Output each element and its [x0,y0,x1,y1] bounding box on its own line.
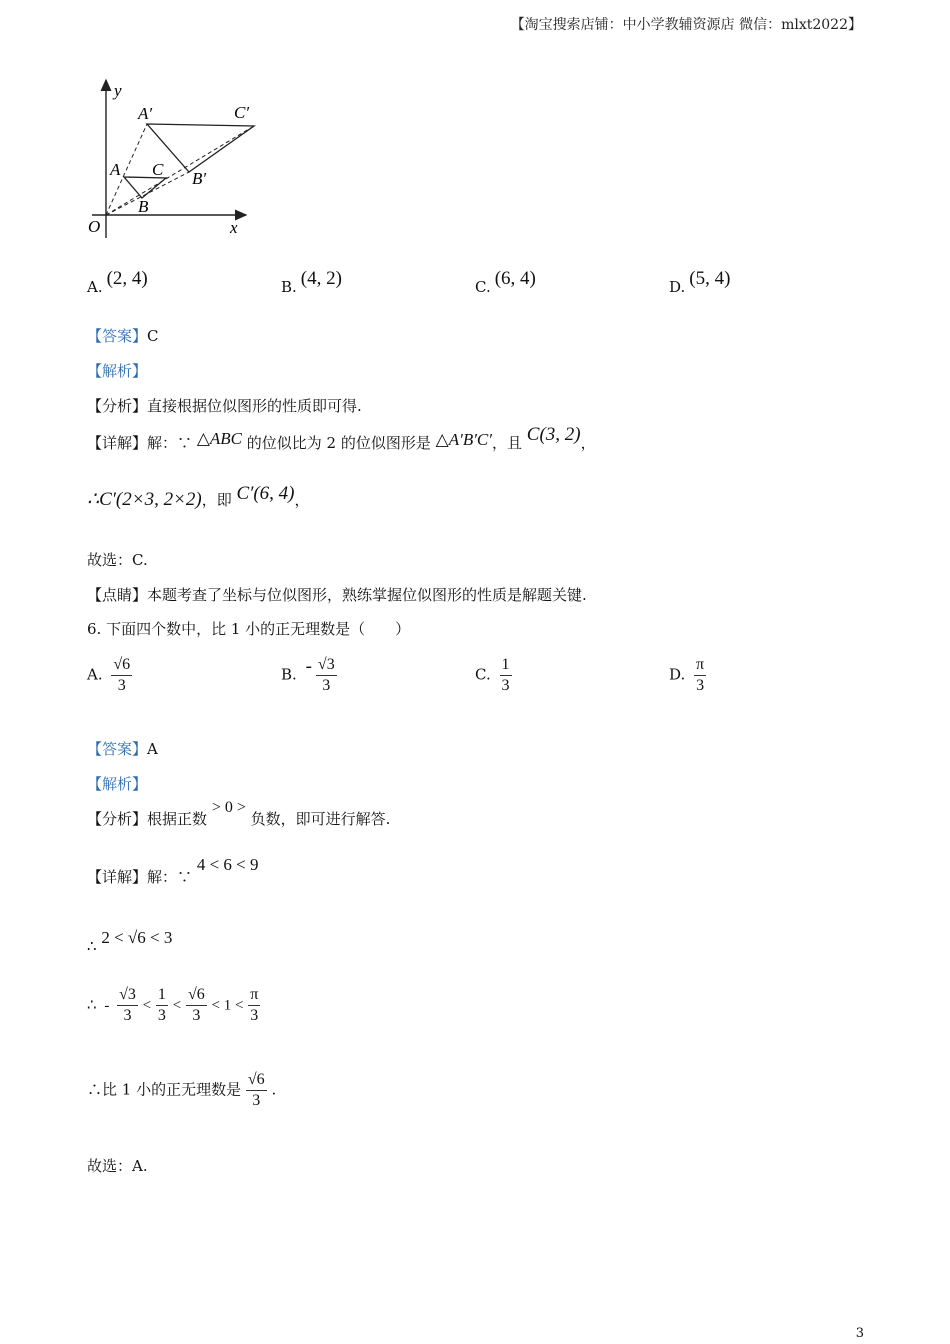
label-b: B [138,197,149,216]
q6-detail: 【详解】解：∵ 4 < 6 < 9 [87,855,259,886]
q5-option-d: D. (5, 4) [669,268,731,296]
q6-stem: 6. 下面四个数中，比 1 小的正无理数是（ ） [87,620,411,638]
q5-comment: 【点睛】本题考查了坐标与位似图形，熟练掌握位似图形的性质是解题关键. [87,586,587,604]
q5-fenxi: 【分析】直接根据位似图形的性质即可得. [87,397,362,415]
ray-oc1 [106,126,254,215]
label-y: y [114,81,122,100]
label-x: x [230,218,238,237]
page-header: 【淘宝搜索店铺：中小学教辅资源店 微信：mlxt2022】 [510,17,862,33]
coordinate-figure [84,74,264,240]
label-a1: A′ [138,104,153,123]
label-o: O [88,217,101,236]
q6-fenxi: 【分析】根据正数 > 0 > 负数，即可进行解答. [87,799,391,828]
label-c1: C′ [234,103,250,122]
q6-line3: ∴ - $\frac{√3}{3}$ < $\frac{1}{3}$ < $\frac{√6}{3}$ < 1 < $\frac{\pi}{3}$ [87,986,259,1024]
label-a: A [110,160,121,179]
label-c: C [152,160,164,179]
q6-answer: 【答案】A [87,740,158,758]
label-b1: B′ [192,169,207,188]
q6-option-c: C. $\frac{1}{3}$ [475,656,510,694]
q6-option-b: B. - $\frac{√3}{3}$ [281,655,335,694]
q5-therefore: ∴C′(2×3, 2×2)，即 C′(6, 4)， [87,483,310,510]
q6-conclusion: ∴比 1 小的正无理数是 $\frac{√6}{3}$ . [87,1071,277,1109]
q5-analysis-tag: 【解析】 [87,362,148,380]
q6-analysis-tag: 【解析】 [87,775,148,793]
q5-detail: 【详解】解：∵ △ABC 的位似比为 2 的位似图形是 △A′B′C′，且 C(3, 2)， [87,424,596,452]
q6-choose: 故选：A. [87,1157,148,1175]
q5-answer: 【答案】C [87,327,159,345]
q6-option-d: D. $\frac{\pi}{3}$ [669,656,705,694]
q5-option-b: B. (4, 2) [281,268,342,296]
q6-option-a: A. $\frac{√6}{3}$ [87,656,131,694]
page-number: 3 [855,1326,864,1341]
q5-option-c: C. (6, 4) [475,268,536,296]
q6-line2: ∴ 2 < √6 < 3 [87,928,173,955]
q5-option-a: A. (2, 4) [87,268,148,296]
q5-choose: 故选：C. [87,551,148,569]
